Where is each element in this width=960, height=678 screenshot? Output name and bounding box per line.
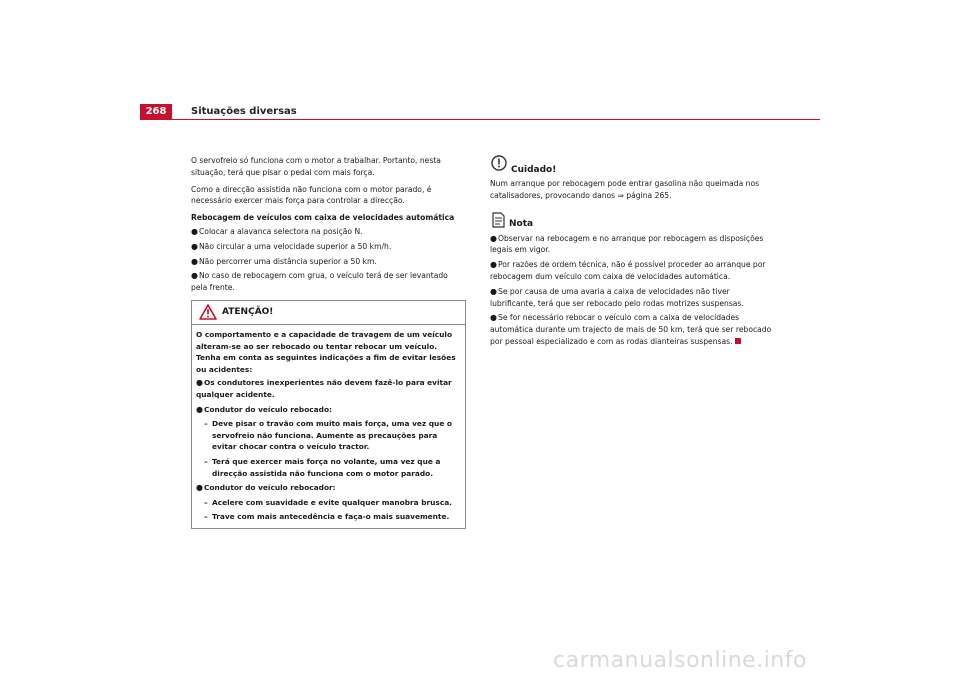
note-header bbox=[490, 212, 775, 232]
section-title: Situações diversas bbox=[191, 106, 297, 117]
dash-icon: – bbox=[204, 512, 208, 522]
bullet-icon: ● bbox=[191, 226, 198, 236]
list-item: ●Por razões de ordem técnica, não é possível proceder ao arranque por rebocagem dum veículo com caixa de velocidades automática. bbox=[490, 260, 766, 281]
warning-intro: O comportamento e a capacidade de travagem de um veículo alteram-se ao ser rebocado ou tentar rebocar um veículo. Tenha em conta as seguintes indicações a fim de evitar lesões ou acidentes: bbox=[196, 329, 456, 374]
bullet-icon: ● bbox=[191, 256, 198, 266]
caution-text: Num arranque por rebocagem pode entrar gasolina não queimada nos catalisadores, provocando danos ⇒ página 265. bbox=[490, 179, 760, 200]
bullet-icon: ● bbox=[490, 286, 497, 296]
list-item: ●Condutor do veículo rebocador: bbox=[196, 483, 336, 493]
bullet-icon: ● bbox=[191, 241, 198, 251]
paragraph-steering: Como a direcção assistida não funciona com o motor parado, é necessário exercer mais força para controlar a direcção. bbox=[191, 184, 432, 206]
warning-header bbox=[192, 301, 465, 325]
exclamation-icon bbox=[491, 155, 507, 171]
dash-icon: – bbox=[204, 497, 208, 507]
watermark: carmanualsonline.info bbox=[553, 648, 807, 673]
note-icon bbox=[491, 212, 505, 228]
header-rule bbox=[140, 119, 820, 120]
list-item: ●Não circular a uma velocidade superior a 50 km/h. bbox=[191, 241, 392, 251]
warning-body bbox=[196, 329, 461, 523]
list-subitem: – Deve pisar o travão com muito mais força, uma vez que o servofreio não funciona. Aumente as precauções para evitar chocar contra o veículo tractor. bbox=[204, 419, 452, 452]
list-subitem: – Trave com mais antecedência e faça-o mais suavemente. bbox=[204, 512, 450, 522]
list-item: ●Se for necessário rebocar o veículo com a caixa de velocidades automática durante um trajecto de mais de 50 km, terá que ser rebocado por pessoal especializado e com as rodas dianteiras suspensas. bbox=[490, 313, 772, 346]
list-item: ●Se por causa de uma avaria a caixa de velocidades não tiver lubrificante, terá que ser rebocado pelo rodas motrizes suspensas. bbox=[490, 286, 744, 308]
caution-title: Cuidado! bbox=[511, 165, 557, 175]
page-header bbox=[140, 104, 820, 120]
list-item: ●Observar na rebocagem e no arranque por rebocagem as disposições legais em vigor. bbox=[490, 233, 764, 255]
right-column bbox=[490, 155, 775, 351]
bullet-icon: ● bbox=[196, 404, 203, 414]
bullet-icon: ● bbox=[490, 313, 497, 323]
paragraph-brake: O servofreio só funciona com o motor a trabalhar. Portanto, nesta situação, terá que pisar o pedal com mais força. bbox=[191, 156, 441, 177]
bullet-icon: ● bbox=[490, 260, 497, 270]
list-item: ●Não percorrer uma distância superior a 50 km. bbox=[191, 256, 377, 266]
list-item: ●Os condutores inexperientes não devem fazê-lo para evitar qualquer acidente. bbox=[196, 378, 452, 399]
dash-icon: – bbox=[204, 419, 208, 429]
bullet-icon: ● bbox=[490, 233, 497, 243]
end-of-section-icon bbox=[735, 338, 741, 344]
list-subitem: – Acelere com suavidade e evite qualquer manobra brusca. bbox=[204, 497, 452, 507]
subheading-automatic: Rebocagem de veículos com caixa de velocidades automática bbox=[191, 213, 455, 223]
note-title: Nota bbox=[509, 218, 534, 229]
list-subitem: – Terá que exercer mais força no volante, uma vez que a direcção assistida não funciona com o motor parado. bbox=[204, 456, 441, 478]
caution-header bbox=[490, 155, 775, 177]
bullet-icon: ● bbox=[196, 378, 203, 388]
list-item: ●Condutor do veículo rebocado: bbox=[196, 404, 332, 414]
warning-box bbox=[191, 300, 466, 529]
left-column bbox=[191, 155, 466, 529]
list-item: ●Colocar a alavanca selectora na posição N. bbox=[191, 226, 363, 236]
warning-title: ATENÇÃO! bbox=[222, 306, 274, 317]
bullet-icon: ● bbox=[191, 271, 198, 281]
bullet-icon: ● bbox=[196, 483, 203, 493]
page-number: 268 bbox=[140, 104, 172, 120]
list-item: ●No caso de rebocagem com grua, o veículo terá de ser levantado pela frente. bbox=[191, 271, 448, 293]
dash-icon: – bbox=[204, 456, 208, 466]
warning-triangle-icon bbox=[199, 304, 217, 320]
